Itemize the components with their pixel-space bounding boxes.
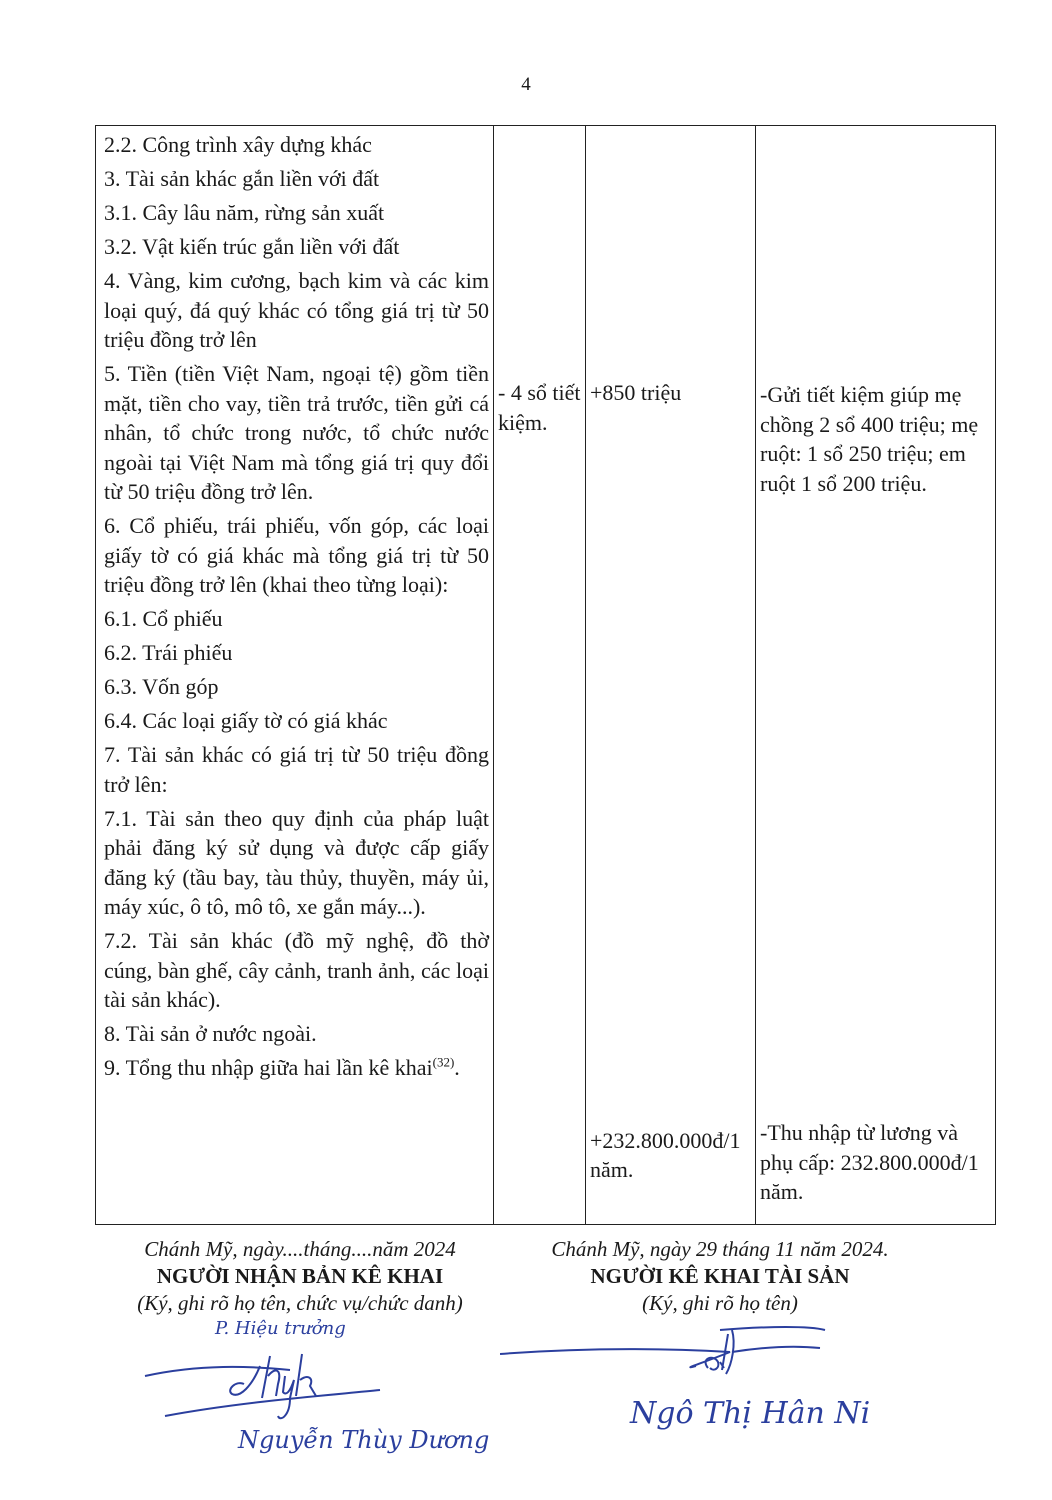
- income-value: +232.800.000đ/1 năm.: [590, 1127, 741, 1182]
- declarant-signature: [500, 1324, 840, 1394]
- receiver-signature: [140, 1336, 400, 1436]
- declarant-title: NGƯỜI KÊ KHAI TÀI SẢN: [590, 1264, 850, 1288]
- receiver-block: [100, 1236, 500, 1317]
- signature-area: [0, 1236, 1052, 1500]
- item-6-3: 6.3. Vốn góp: [104, 674, 219, 699]
- receiver-instruction: (Ký, ghi rõ họ tên, chức vụ/chức danh): [137, 1291, 463, 1315]
- receiver-place-date: Chánh Mỹ, ngày....tháng....năm 2024: [144, 1237, 456, 1261]
- item-9: [96, 1053, 493, 1083]
- page-number: 4: [521, 74, 531, 95]
- receiver-title: NGƯỜI NHẬN BẢN KÊ KHAI: [156, 1264, 444, 1288]
- declarant-handwritten-name: Ngô Thị Hân Ni: [630, 1396, 871, 1431]
- table-row: [96, 126, 996, 1225]
- declarant-place-date: Chánh Mỹ, ngày 29 tháng 11 năm 2024.: [551, 1237, 889, 1261]
- explanation-column: [756, 126, 996, 1225]
- item-7: 7. Tài sản khác có giá trị từ 50 triệu đồng trở lên:: [104, 742, 489, 797]
- footnote-ref: (32): [432, 1054, 455, 1070]
- savings-explanation: -Gửi tiết kiệm giúp mẹ chồng 2 sổ 400 triệu; mẹ ruột: 1 sổ 250 triệu; em ruột 1 sổ 200 triệu.: [760, 382, 979, 496]
- item-9-text: 9. Tổng thu nhập giữa hai lần kê khai: [104, 1055, 433, 1080]
- item-6-2: 6.2. Trái phiếu: [104, 640, 233, 665]
- quantity-column: [494, 126, 586, 1225]
- savings-value: +850 triệu: [590, 380, 682, 405]
- item-3: 3. Tài sản khác gắn liền với đất: [104, 166, 380, 191]
- item-6-4: 6.4. Các loại giấy tờ có giá khác: [104, 708, 388, 733]
- item-8: 8. Tài sản ở nước ngoài.: [104, 1021, 317, 1046]
- value-column: [586, 126, 756, 1225]
- income-explanation: -Thu nhập từ lương và phụ cấp: 232.800.000đ/1 năm.: [760, 1120, 979, 1204]
- item-7-1: 7.1. Tài sản theo quy định của pháp luật phải đăng ký sử dụng và được cấp giấy đăng ký (tầu bay, tàu thủy, thuyền, máy ủi, máy xúc, ô tô, mô tô, xe gắn máy...).: [104, 805, 489, 919]
- item-6-1: 6.1. Cổ phiếu: [104, 606, 223, 631]
- item-2-2: 2.2. Công trình xây dựng khác: [104, 132, 372, 157]
- item-3-1: 3.1. Cây lâu năm, rừng sản xuất: [104, 200, 385, 225]
- savings-quantity: - 4 sổ tiết kiệm.: [498, 380, 581, 435]
- asset-declaration-table: [95, 125, 996, 1225]
- asset-type-column: [96, 126, 494, 1225]
- item-7-2: 7.2. Tài sản khác (đồ mỹ nghệ, đồ thờ cúng, bàn ghế, cây cảnh, tranh ảnh, các loại tài sản khác).: [104, 928, 489, 1012]
- item-9-end: .: [454, 1055, 460, 1080]
- item-3-2: 3.2. Vật kiến trúc gắn liền với đất: [104, 234, 400, 259]
- receiver-handwritten-position: P. Hiệu trưởng: [215, 1318, 346, 1339]
- declarant-instruction: (Ký, ghi rõ họ tên): [642, 1291, 798, 1315]
- item-5: 5. Tiền (tiền Việt Nam, ngoại tệ) gồm tiền mặt, tiền cho vay, tiền trả trước, tiền gửi cá nhân, tổ chức trong nước, tổ chức nước ngoài tại Việt Nam mà tổng giá trị quy đổi từ 50 triệu đồng trở lên.: [104, 361, 489, 504]
- declarant-block: [510, 1236, 930, 1317]
- item-4: 4. Vàng, kim cương, bạch kim và các kim loại quý, đá quý khác có tổng giá trị từ 50 triệu đồng trở lên: [104, 268, 489, 352]
- item-6: 6. Cổ phiếu, trái phiếu, vốn góp, các loại giấy tờ có giá khác mà tổng giá trị từ 50 triệu đồng trở lên (khai theo từng loại):: [104, 513, 489, 597]
- receiver-handwritten-name: Nguyễn Thùy Dương: [238, 1426, 490, 1454]
